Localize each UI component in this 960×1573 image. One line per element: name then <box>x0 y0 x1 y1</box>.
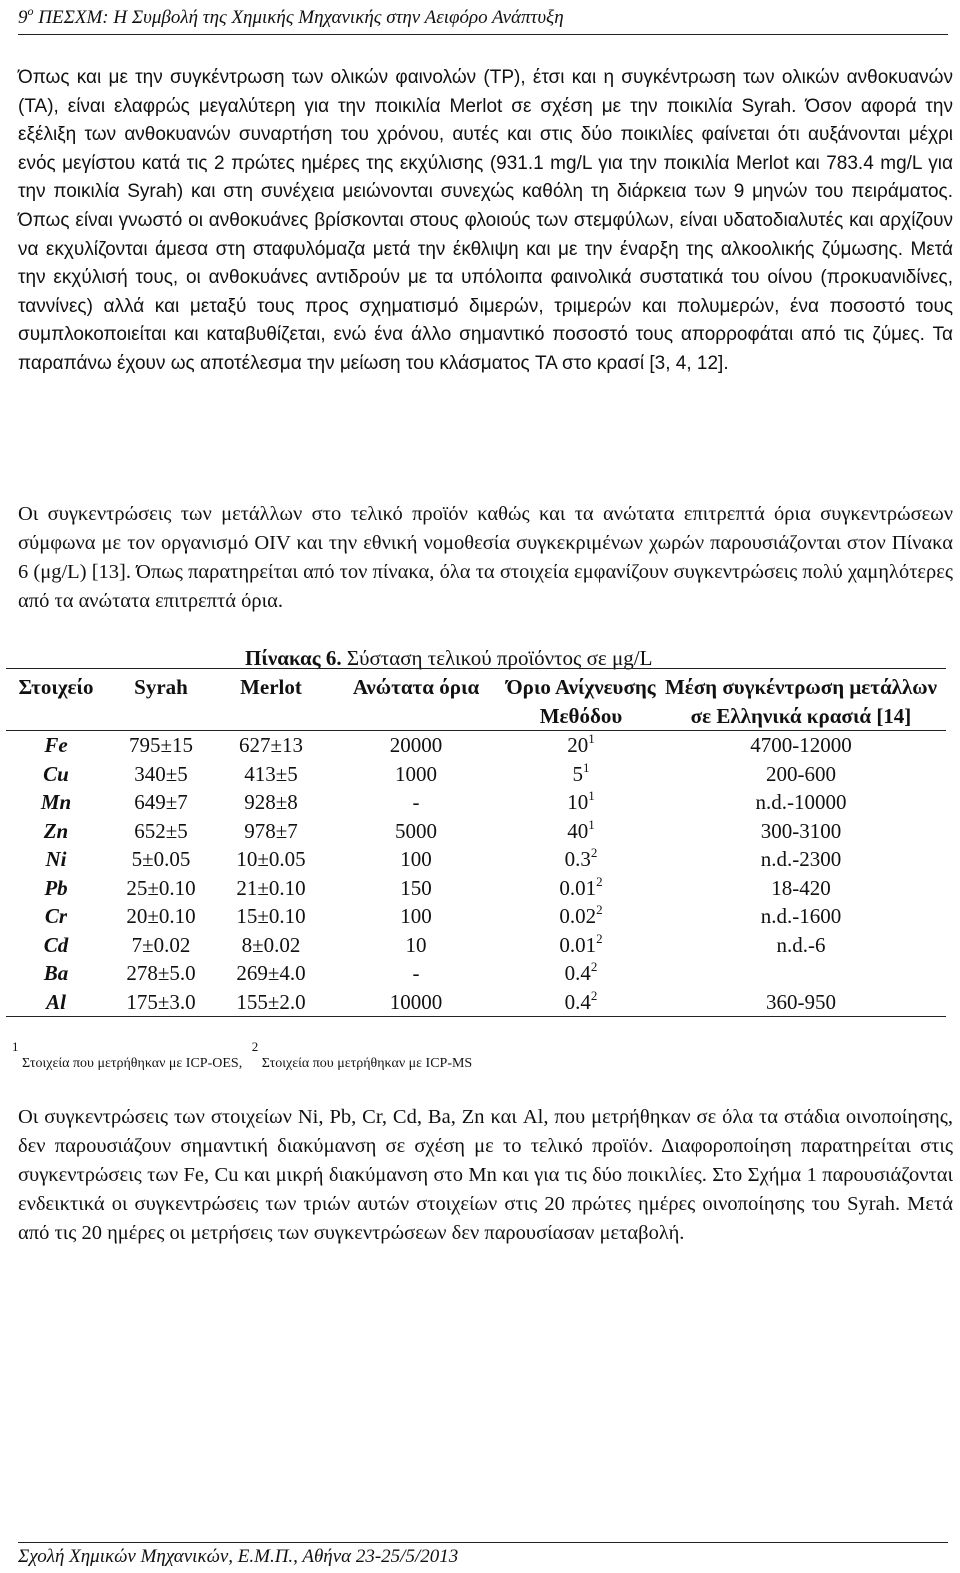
cell-max-limit <box>326 845 506 874</box>
cell-greek-wines <box>656 788 946 817</box>
detection-limit-footnote-mark: 2 <box>590 987 598 1003</box>
table-row <box>6 931 946 960</box>
paragraph-metals: Οι συγκεντρώσεις των μετάλλων στο τελικό προϊόν καθώς και τα ανώτατα επιτρεπτά όρια συγκεντρώσεων σύμφωνα με τον οργανισμό OIV και την εθνική νομοθεσία συγκεκριμένων χωρών παρουσιάζονται στον Πίνακα 6 (μg/L) [13]. Όπως παρατηρείται από τον πίνακα, όλα τα στοιχεία εμφανίζουν συγκεντρώσεις πολύ χαμηλότερες από τα ανώτατα επιτρεπτά όρια. <box>18 503 953 612</box>
cell-max-limit <box>326 931 506 960</box>
cell-element <box>6 931 106 960</box>
cell-element <box>6 902 106 931</box>
cell-element-value: Cd <box>43 932 69 957</box>
cell-merlot-value: 269±4.0 <box>236 961 306 985</box>
cell-greek-wines <box>656 845 946 874</box>
cell-syrah <box>106 902 216 931</box>
cell-element-value: Cu <box>43 761 69 786</box>
cell-greek-wines <box>656 959 946 988</box>
cell-syrah-value: 340±5 <box>134 761 188 786</box>
cell-syrah-value: 652±5 <box>134 818 188 843</box>
cell-syrah-value: 278±5.0 <box>126 961 196 985</box>
cell-detection-limit <box>506 760 656 789</box>
cell-greek-wines-value: 360-950 <box>766 989 836 1014</box>
cell-element <box>6 731 106 760</box>
cell-element <box>6 988 106 1017</box>
table-caption-text: Σύσταση τελικού προϊόντος σε μg/L <box>341 646 653 670</box>
cell-merlot-value: 8±0.02 <box>241 932 301 957</box>
cell-syrah-value: 175±3.0 <box>126 989 196 1014</box>
cell-merlot <box>216 874 326 903</box>
cell-merlot-value: 10±0.05 <box>236 847 306 871</box>
cell-max-limit-value: - <box>412 790 420 814</box>
cell-merlot <box>216 902 326 931</box>
cell-merlot-value: 413±5 <box>244 761 298 786</box>
cell-detection-limit <box>506 902 656 931</box>
footnote-mark-2: 2 <box>251 1039 259 1054</box>
cell-detection-limit-value: 10 <box>567 790 589 814</box>
detection-limit-footnote-mark: 1 <box>588 731 595 746</box>
cell-detection-limit <box>506 817 656 846</box>
cell-element-value: Pb <box>44 875 68 900</box>
cell-syrah <box>106 817 216 846</box>
table-row <box>6 817 946 846</box>
paragraph-anthocyanins: Όπως και με την συγκέντρωση των ολικών φαινολών (TP), έτσι και η συγκέντρωση των ολικών ανθοκυανών (TA), είναι ελαφρώς μεγαλύτερη για την ποικιλία Merlot σε σχέση με την ποικιλία Syrah. Όσον αφορά την εξέλιξη των ανθοκυανών συναρτήση του χρόνου, αυτές και στις δύο ποικιλίες φαίνεται ότι αυξάνονται μέχρι ενός μεγίστου κατά τις 2 πρώτες ημέρες της εκχύλισης (931.1 mg/L για την ποικιλία Merlot και 783.4 mg/L για την ποικιλία Syrah) και στη συνέχεια μειώνονται συνεχώς καθόλη τη διάρκεια των 9 μηνών του πειράματος. Όπως είναι γνωστό οι ανθοκυάνες βρίσκονται στους φλοιούς των στεμφύλων, είναι υδατοδιαλυτές και αρχίζουν να εκχυλίζονται άμεσα στη σταφυλόμαζα μετά την έκθλιψη και με την έναρξη της αλκοολικής ζύμωσης. Μετά την εκχύλισή τους, οι ανθοκυάνες αντιδρούν με τα υπόλοιπα φαινολικά συστατικά του οίνου (προκυανιδίνες, ταννίνες) αλλά και μεταξύ τους προς σχηματισμό διμερών, τριμερών και πολυμερών, ένα ποσοστό τους συμπλοκοποιείται και καταβυθίζεται, ενώ ένα άλλο σημαντικό ποσοστό τους απορροφάται από τις ζύμες. Τα παραπάνω έχουν ως αποτέλεσμα την μείωση του κλάσματος TA στο κρασί [3, 4, 12]. <box>18 67 953 374</box>
header-greek-wines: Μέση συγκέντρωση μετάλλων σε Ελληνικά κρασιά [14] <box>664 675 938 728</box>
cell-merlot <box>216 817 326 846</box>
cell-syrah <box>106 931 216 960</box>
cell-element <box>6 817 106 846</box>
detection-limit-footnote-mark: 2 <box>590 845 598 860</box>
table-row <box>6 959 946 988</box>
cell-detection-limit <box>506 931 656 960</box>
table-row <box>6 731 946 760</box>
table-row <box>6 874 946 903</box>
cell-element <box>6 845 106 874</box>
detection-limit-footnote-mark: 2 <box>590 959 598 974</box>
cell-detection-limit-value: 0.4 <box>564 989 591 1014</box>
cell-syrah <box>106 731 216 760</box>
cell-greek-wines <box>656 931 946 960</box>
cell-greek-wines-value: n.d.-10000 <box>755 790 847 814</box>
table-row <box>6 988 946 1017</box>
cell-syrah-value: 649±7 <box>134 790 188 814</box>
cell-max-limit <box>326 959 506 988</box>
cell-detection-limit-value: 20 <box>567 733 589 757</box>
table-footnote <box>12 1039 478 1071</box>
cell-syrah <box>106 988 216 1017</box>
cell-detection-limit-value: 0.02 <box>559 904 597 928</box>
cell-max-limit <box>326 817 506 846</box>
cell-max-limit <box>326 874 506 903</box>
cell-syrah-value: 795±15 <box>128 733 194 757</box>
cell-max-limit-value: 10 <box>405 932 427 957</box>
cell-greek-wines <box>656 988 946 1017</box>
cell-detection-limit <box>506 874 656 903</box>
cell-max-limit-value: 100 <box>400 847 432 871</box>
cell-syrah-value: 5±0.05 <box>131 847 191 871</box>
cell-element <box>6 788 106 817</box>
cell-element-value: Ba <box>43 961 69 985</box>
cell-max-limit-value: 150 <box>400 875 432 900</box>
cell-max-limit <box>326 760 506 789</box>
cell-detection-limit-value: 0.01 <box>559 932 597 957</box>
table-row <box>6 760 946 789</box>
cell-max-limit-value: 1000 <box>395 761 437 786</box>
cell-greek-wines-value: 4700-12000 <box>750 733 852 757</box>
table-body <box>6 731 946 1017</box>
cell-detection-limit <box>506 845 656 874</box>
detection-limit-footnote-mark: 2 <box>596 902 603 917</box>
cell-detection-limit-value: 5 <box>572 761 583 786</box>
cell-merlot-value: 928±8 <box>244 790 298 814</box>
cell-element-value: Al <box>46 989 66 1014</box>
cell-merlot-value: 15±0.10 <box>236 904 306 928</box>
header-detection-limit: Όριο Ανίχνευσης Μεθόδου <box>506 675 656 728</box>
cell-syrah-value: 7±0.02 <box>131 932 191 957</box>
header-title: ΠΕΣΧΜ: Η Συμβολή της Χημικής Μηχανικής στην Αειφόρο Ανάπτυξη <box>33 7 564 28</box>
detection-limit-footnote-mark: 1 <box>588 788 595 803</box>
cell-greek-wines <box>656 874 946 903</box>
cell-syrah <box>106 760 216 789</box>
footnote-text-1: Στοιχεία που μετρήθηκαν με ICP-OES, <box>22 1056 243 1071</box>
cell-greek-wines-value: n.d.-6 <box>776 932 826 957</box>
cell-merlot-value: 155±2.0 <box>236 989 306 1014</box>
cell-max-limit-value: 100 <box>400 904 432 928</box>
header-max-limits: Ανώτατα όρια <box>352 675 480 699</box>
paragraph-variation: Οι συγκεντρώσεις των στοιχείων Ni, Pb, Cr, Cd, Ba, Zn και Al, που μετρήθηκαν σε όλα τα στάδια οινοποίησης, δεν παρουσιάζουν σημαντική διακύμανση σε σχέση με το τελικό προϊόν. Διαφοροποίηση παρατηρείται στις συγκεντρώσεις των Fe, Cu και μικρή διακύμανση στο Mn και για τις δύο ποικιλίες. Στο Σχήμα 1 παρουσιάζονται ενδεικτικά οι συγκεντρώσεις των τριών αυτών στοιχείων στις 20 πρώτες ημέρες οινοποίησης του Syrah. Μετά από τις 20 ημέρες οι μετρήσεις των συγκεντρώσεων δεν παρουσίασαν μεταβολή. <box>18 1106 953 1244</box>
cell-merlot <box>216 959 326 988</box>
cell-detection-limit <box>506 731 656 760</box>
cell-max-limit-value: - <box>412 961 420 985</box>
detection-limit-footnote-mark: 2 <box>596 873 603 889</box>
header-element: Στοιχείο <box>18 675 94 699</box>
cell-detection-limit-value: 40 <box>567 818 589 843</box>
cell-detection-limit <box>506 959 656 988</box>
cell-merlot-value: 627±13 <box>238 733 304 757</box>
cell-element <box>6 760 106 789</box>
cell-element-value: Mn <box>40 790 72 814</box>
cell-merlot-value: 978±7 <box>244 818 298 843</box>
cell-detection-limit <box>506 788 656 817</box>
cell-element-value: Fe <box>44 733 68 757</box>
page-header <box>18 4 948 35</box>
composition-table <box>6 668 946 1017</box>
cell-element-value: Zn <box>43 818 69 843</box>
cell-detection-limit-value: 0.4 <box>564 961 591 985</box>
cell-greek-wines-value: 18-420 <box>771 875 831 900</box>
cell-element <box>6 874 106 903</box>
cell-max-limit-value: 10000 <box>389 989 443 1014</box>
footnote-text-2: Στοιχεία που μετρήθηκαν με ICP-MS <box>261 1056 473 1071</box>
cell-merlot-value: 21±0.10 <box>236 875 306 900</box>
cell-detection-limit <box>506 988 656 1017</box>
footnote-mark-1: 1 <box>12 1039 19 1054</box>
cell-merlot <box>216 731 326 760</box>
header-edition-sup: ο <box>27 3 34 18</box>
table-row <box>6 788 946 817</box>
cell-syrah <box>106 874 216 903</box>
cell-syrah-value: 25±0.10 <box>126 875 196 900</box>
cell-syrah <box>106 788 216 817</box>
cell-greek-wines <box>656 902 946 931</box>
cell-greek-wines-value: n.d.-2300 <box>760 847 842 871</box>
cell-greek-wines-value: n.d.-1600 <box>760 904 842 928</box>
table-caption-label: Πίνακας 6. <box>245 646 342 670</box>
detection-limit-footnote-mark: 1 <box>583 759 590 775</box>
cell-syrah <box>106 845 216 874</box>
cell-greek-wines <box>656 760 946 789</box>
cell-max-limit <box>326 788 506 817</box>
cell-merlot <box>216 760 326 789</box>
header-edition: 9 <box>18 7 28 28</box>
table-row <box>6 845 946 874</box>
table-header-row <box>6 669 946 731</box>
cell-max-limit <box>326 731 506 760</box>
cell-max-limit-value: 5000 <box>395 818 437 843</box>
cell-max-limit <box>326 988 506 1017</box>
cell-syrah-value: 20±0.10 <box>126 904 196 928</box>
header-merlot: Merlot <box>240 675 302 699</box>
cell-max-limit-value: 20000 <box>389 733 443 757</box>
cell-greek-wines <box>656 817 946 846</box>
cell-greek-wines-value: 200-600 <box>766 761 836 786</box>
detection-limit-footnote-mark: 2 <box>596 930 603 946</box>
page-footer: Σχολή Χημικών Μηχανικών, Ε.Μ.Π., Αθήνα 23-25/5/2013 <box>18 1542 948 1569</box>
cell-element-value: Cr <box>44 904 68 928</box>
cell-detection-limit-value: 0.01 <box>559 875 597 900</box>
cell-detection-limit-value: 0.3 <box>564 847 591 871</box>
cell-merlot <box>216 931 326 960</box>
cell-greek-wines-value: 300-3100 <box>760 818 842 843</box>
cell-element <box>6 959 106 988</box>
detection-limit-footnote-mark: 1 <box>588 816 595 832</box>
cell-element-value: Ni <box>45 847 67 871</box>
cell-syrah <box>106 959 216 988</box>
cell-max-limit <box>326 902 506 931</box>
header-syrah: Syrah <box>134 675 188 699</box>
table-row <box>6 902 946 931</box>
cell-merlot <box>216 845 326 874</box>
cell-merlot <box>216 788 326 817</box>
cell-greek-wines <box>656 731 946 760</box>
cell-merlot <box>216 988 326 1017</box>
